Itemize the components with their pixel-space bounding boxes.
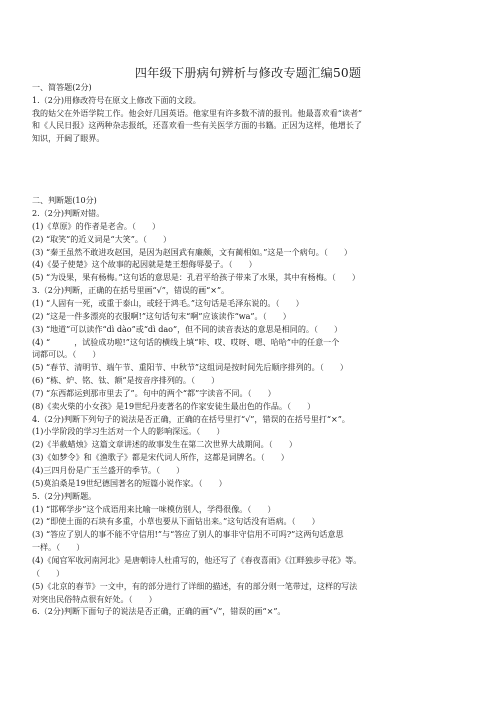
- question-line: 5.（2分)判断题。: [32, 491, 97, 501]
- question-line: (5) “为设果，果有杨梅。”这句话的意思是：孔君平给孩子带来了水果，其中有杨梅。（ ）: [32, 273, 360, 283]
- question-line: (5)莫泊桑是19世纪德国著名的短篇小说作家。（ ）: [32, 478, 227, 488]
- question-line: (3) “地道”可以读作“dì dào”或“dì dao”，但不同的读音表达的意思是相同的。（ ）: [32, 324, 343, 334]
- question-line: (4)《晏子使楚》这个故事的起因就是楚王想侮辱晏子。（ ）: [32, 260, 257, 270]
- section-heading-short-answer: 一、简答题(2分): [32, 83, 92, 92]
- question-line: (1)《草原》的作者是老舍。（ ）: [32, 221, 161, 231]
- question-line: 对突出民俗特点很有好处。（ ）: [32, 594, 157, 604]
- question-line: (4)《闻官军收河南河北》是唐朝诗人杜甫写的，他还写了《春夜喜雨》《江畔独步寻花》等。: [32, 556, 362, 565]
- question-line: (1) “邯郸学步”这个成语用来比喻一味模仿别人，学得很像。（ ）: [32, 504, 276, 514]
- question-line: 3.（2分)判断，正确的在括号里画“√”，错误的画“×”。: [32, 286, 230, 296]
- question-line: （ ）: [32, 568, 65, 578]
- question-1: 1.（2分)用修改符号在原文上修改下面的文段。: [32, 96, 201, 105]
- passage-line-3: 知识，开阔了眼界。: [32, 134, 105, 143]
- question-line: (3) “秦王虽然不敢进攻赵国，是因为赵国武有廉颇，文有蔺相如。”这是一个病句。（ ）: [32, 247, 352, 257]
- question-line: 词都可以。（ ）: [32, 350, 101, 360]
- passage-line-1: 我的姑父在外语学院工作。他会好几国英语。他家里有许多数不清的报刊。他最喜欢看“读者”: [32, 109, 363, 118]
- question-line: (7) “东西都运到那市里去了”。句中的两个“都”字读音不同。（ ）: [32, 388, 276, 398]
- question-line: (2) “这是一件多漂亮的衣服啊!”这句话句末“啊”应该读作“wa”。（ ）: [32, 311, 291, 321]
- question-line: (3) “答应了别人的事不能不守信用!”与“答应了别人的事非守信用不可吗?”这两句话意思: [32, 530, 344, 540]
- question-line: (5)《北京的春节》一文中，有的部分进行了详细的描述，有的部分则一笔带过，这样的写法: [32, 581, 358, 591]
- question-line: (1) “人固有一死，或重于泰山，或轻于鸿毛。”这句话是毛泽东说的。（ ）: [32, 298, 304, 308]
- question-line: (2)《半截蜡烛》这篇文章讲述的故事发生在第二次世界大战期间。（ ）: [32, 440, 297, 450]
- page-title: 四年级下册病句辨析与修改专题汇编50题: [134, 66, 362, 80]
- question-line: (8)《卖火柴的小女孩》是19世纪丹麦著名的作家安徒生最出色的作品。（ ）: [32, 401, 316, 411]
- question-line: 6.（2分)判断下面句子的说法是否正确，正确的画“√”，错误的画“×”。: [32, 607, 286, 617]
- question-line: (2) “取笑”的近义词是“大笑”。（ ）: [32, 234, 172, 244]
- question-line: (5) “春节、清明节、端午节、重阳节、中秋节”这组词是按时间先后顺序排列的。（ ）: [32, 363, 348, 373]
- section-heading-true-false: 二、判断题(10分): [32, 196, 97, 205]
- question-line: (4)三四月份是广玉兰盛开的季节。（ ）: [32, 466, 185, 475]
- passage-line-2: 和《人民日报》这两种杂志报纸，还喜欢看一些有关医学方面的书籍。正因为这样，他增长了: [32, 121, 362, 130]
- question-line: (3)《如梦令》和《渔歌子》都是宋代词人所作，这都是词牌名。（ ）: [32, 453, 289, 463]
- question-line: 一样。（ ）: [32, 543, 85, 553]
- question-line: (6) “栋、炉、铭、钛、额”是按音序排列的。（ ）: [32, 376, 220, 385]
- question-line: 2.（2分)判断对错。: [32, 209, 105, 218]
- question-line: (1)小学阶段的学习生活对一个人的影响深远。（ ）: [32, 427, 225, 437]
- question-line: (2) “即使土面的石块有多重，小草也要从下面钻出来。”这句话没有语病。（ ）: [32, 517, 320, 527]
- question-line: 4.（2分)判断下列句子的说法是否正确，正确的在括号里打“√”，错误的在括号里打“×”。: [32, 414, 350, 424]
- question-line: (4) “ ，试验成功啦!”这句话的横线上填“咔、哎、哎呀、嗯、哈哈”中的任意一个: [32, 337, 340, 347]
